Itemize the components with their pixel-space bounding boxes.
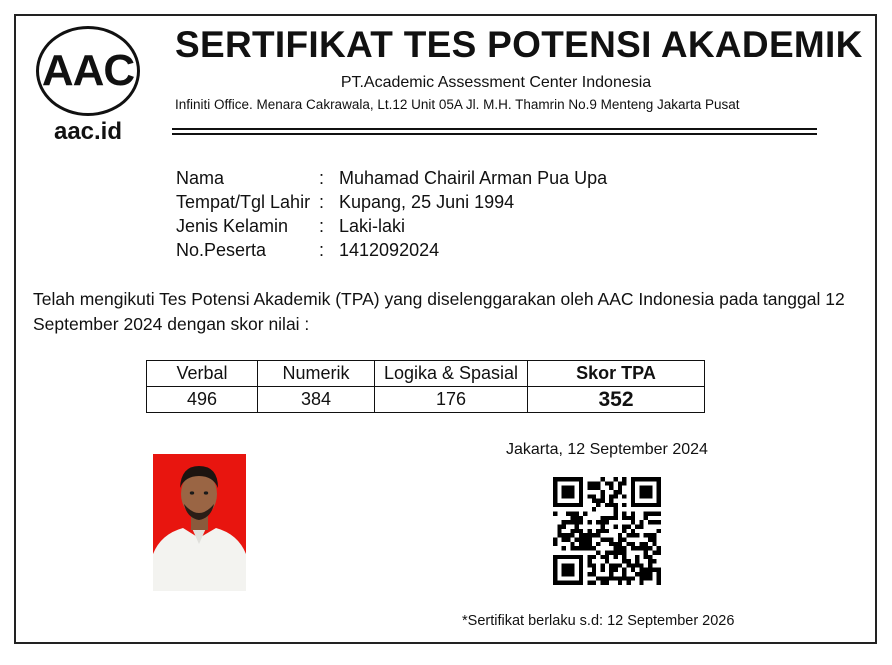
- gender-row: [176, 214, 607, 238]
- header-divider-top: [172, 128, 817, 130]
- verbal-score: 496: [147, 387, 258, 413]
- place-and-date: Jakarta, 12 September 2024: [506, 441, 708, 458]
- logo-circle: [36, 26, 140, 116]
- gender-label: Jenis Kelamin: [176, 215, 289, 236]
- logic-spatial-header: Logika & Spasial: [375, 361, 528, 387]
- tpa-score: 352: [528, 387, 705, 413]
- participant-number-row: [176, 238, 607, 262]
- participant-info: [176, 166, 607, 262]
- numeric-score: 384: [258, 387, 375, 413]
- participant-number-value: 1412092024: [339, 239, 440, 260]
- certificate-statement: Telah mengikuti Tes Potensi Akademik (TPA) yang diselenggarakan oleh AAC Indonesia pada tanggal 12 September 2024 dengan skor nilai :: [33, 289, 845, 334]
- numeric-header: Numerik: [258, 361, 375, 387]
- colon: :: [319, 167, 325, 188]
- company-name-text: PT.Academic Assessment Center Indonesia: [340, 74, 652, 91]
- company-address: Infiniti Office. Menara Cakrawala, Lt.12 Unit 05A Jl. M.H. Thamrin No.9 Menteng Jakarta Pusat: [175, 97, 740, 112]
- score-header-row: [147, 361, 705, 387]
- participant-photo: [153, 454, 246, 591]
- colon: :: [319, 215, 325, 236]
- name-row: [176, 166, 607, 190]
- logo-text: AAC: [41, 46, 135, 95]
- birth-label: Tempat/Tgl Lahir: [176, 191, 311, 212]
- header-divider-bottom: [172, 133, 817, 135]
- validity-note: *Sertifikat berlaku s.d: 12 September 2026: [462, 613, 735, 629]
- name-value: Muhamad Chairil Arman Pua Upa: [339, 167, 608, 188]
- company-name: [0, 74, 892, 92]
- tpa-score-header: Skor TPA: [528, 361, 705, 387]
- logo-domain: aac.id: [53, 118, 123, 145]
- gender-value: Laki-laki: [339, 215, 406, 236]
- colon: :: [319, 191, 325, 212]
- qr-code: [553, 477, 661, 585]
- birth-value: Kupang, 25 Juni 1994: [339, 191, 515, 212]
- colon: :: [319, 239, 325, 260]
- birth-row: [176, 190, 607, 214]
- name-label: Nama: [176, 167, 225, 188]
- certificate-title: SERTIFIKAT TES POTENSI AKADEMIK: [175, 24, 863, 65]
- score-table: [146, 360, 705, 413]
- participant-number-label: No.Peserta: [176, 239, 267, 260]
- verbal-header: Verbal: [147, 361, 258, 387]
- score-value-row: [147, 387, 705, 413]
- participant-portrait: [153, 454, 246, 591]
- logic-spatial-score: 176: [375, 387, 528, 413]
